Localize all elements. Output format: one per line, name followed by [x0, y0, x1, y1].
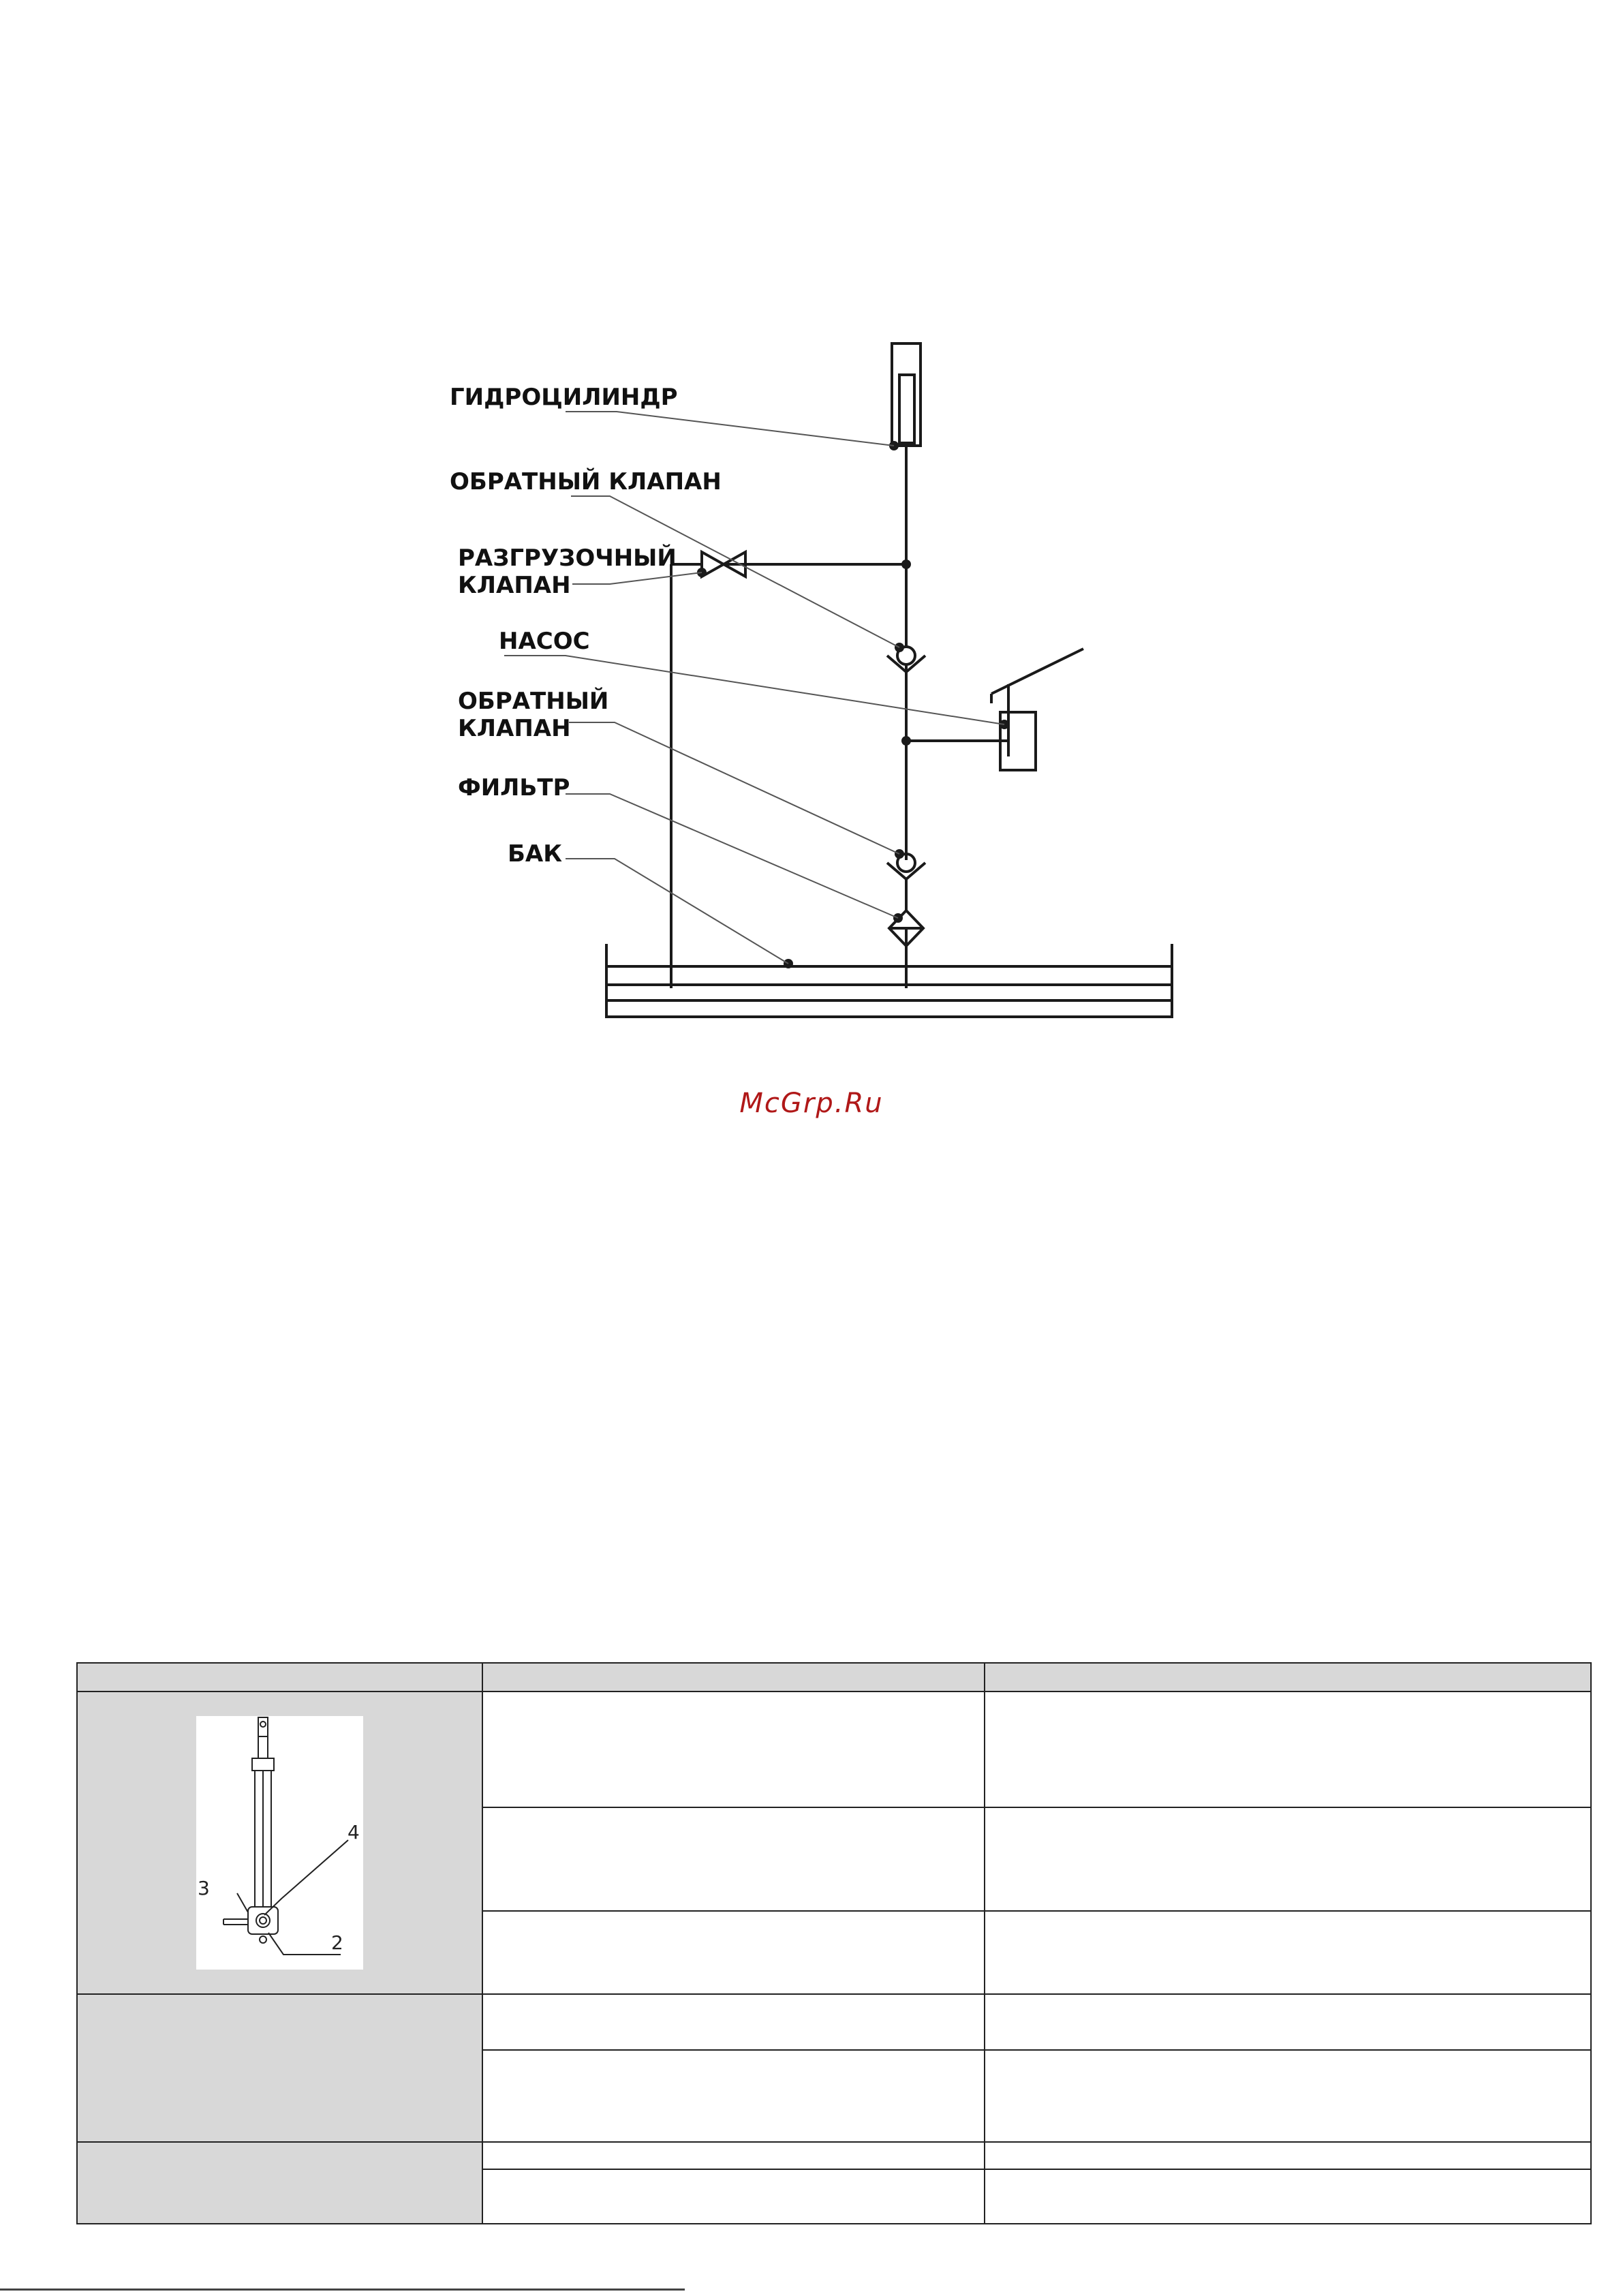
label-tank: БАК — [508, 840, 563, 868]
leader-relief-valve — [572, 572, 702, 584]
leader-tank — [566, 859, 788, 964]
table-cell-gray — [77, 2142, 482, 2224]
table-cell — [482, 2050, 985, 2142]
label-pump: НАСОС — [499, 628, 590, 655]
leader-check-valve-2 — [569, 722, 899, 854]
troubleshooting-table — [76, 1662, 1592, 2224]
footer-rule — [0, 2289, 685, 2291]
table-row — [77, 1692, 1591, 1807]
label-relief-valve-line2: КЛАПАН — [458, 572, 571, 599]
hydraulic-schematic — [0, 0, 1623, 1063]
table-cell — [482, 1807, 985, 1911]
table-cell — [482, 1994, 985, 2050]
table-cell — [985, 2169, 1591, 2224]
table-header-cell — [77, 1663, 482, 1692]
cylinder-part-drawing — [196, 1716, 363, 1970]
table-cell — [985, 1807, 1591, 1911]
label-relief-valve-line1: РАЗГРУЗОЧНЫЙ — [458, 545, 677, 572]
table-row — [77, 1994, 1591, 2050]
label-check-valve-2-line1: ОБРАТНЫЙ — [458, 688, 609, 715]
callout-3: 3 — [198, 1877, 210, 1899]
table-cell — [985, 2142, 1591, 2169]
table-header-cell — [985, 1663, 1591, 1692]
table-cell — [482, 2169, 985, 2224]
table-cell-gray — [77, 1994, 482, 2142]
table-cell — [985, 1911, 1591, 1994]
junction-dot — [901, 560, 911, 569]
tank-outline — [606, 944, 1172, 1017]
table-cell — [985, 1994, 1591, 2050]
pump-handle — [991, 649, 1083, 694]
junction-dot — [901, 736, 911, 746]
leader-filter — [566, 794, 898, 918]
part-image-cell — [77, 1692, 482, 1994]
table-header-row — [77, 1663, 1591, 1692]
leader-cylinder — [566, 412, 894, 446]
table-header-cell — [482, 1663, 985, 1692]
table-cell — [482, 2142, 985, 2169]
table-row — [77, 2142, 1591, 2169]
label-check-valve-2-line2: КЛАПАН — [458, 715, 571, 742]
label-cylinder: ГИДРОЦИЛИНДР — [450, 384, 678, 411]
watermark: McGrp.Ru — [739, 1088, 884, 1119]
label-check-valve-1: ОБРАТНЫЙ КЛАПАН — [450, 468, 722, 495]
table-cell — [985, 2050, 1591, 2142]
table-cell — [985, 1692, 1591, 1807]
cylinder-piston — [899, 375, 914, 443]
label-filter: ФИЛЬТР — [458, 774, 570, 801]
callout-4: 4 — [347, 1821, 360, 1843]
cylinder-body — [892, 343, 921, 446]
callout-2: 2 — [331, 1931, 343, 1954]
table-cell — [482, 1911, 985, 1994]
table-cell — [482, 1692, 985, 1807]
